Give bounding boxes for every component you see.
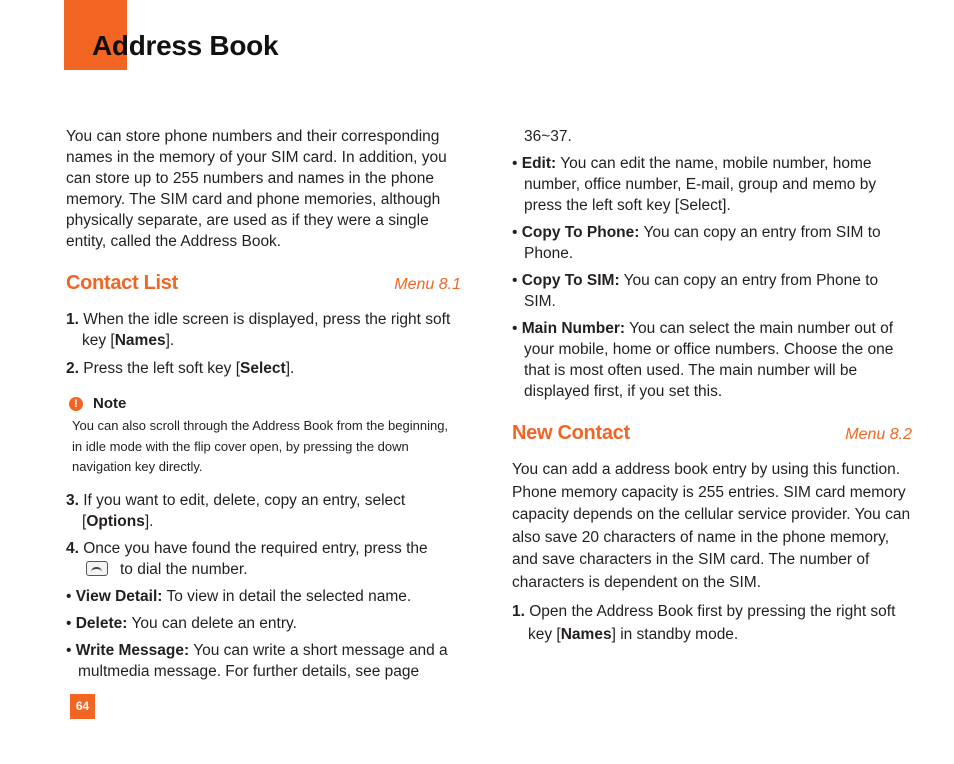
bullet-text: You can delete an entry. [131,614,297,632]
bullet-text: You can copy an entry from SIM to Phone. [524,224,881,262]
contact-list-step-3 [66,490,461,532]
page-number: 64 [70,694,95,719]
bullet-main-number: • Main Number: You can select the main number out of your mobile, home or office numbers. Choose the one that is most often used. The main number will be displayed first, if you set this. [512,320,894,400]
step-number: 1. [66,311,79,328]
contact-list-step-2 [66,358,461,379]
soft-key-label: Select [240,360,286,377]
step-text: Open the Address Book first by pressing the right soft key [ [528,603,896,643]
step-text-end: ]. [144,512,154,530]
bullet-term: Write Message: [75,641,190,659]
contact-list-header [66,273,461,295]
soft-key-label: Names [560,625,612,643]
new-contact-menu-ref: Menu 8.2 [845,426,912,443]
bullet-text: You can select the main number out of your mobile, home or office numbers. Choose the one that is most often used. The main number will be displayed first, if you set this. [524,320,894,400]
continued-page-ref: 36~37. [524,128,572,145]
contact-list-step-1 [66,309,461,351]
contact-list-title: Contact List [66,272,178,294]
step-text-end: ]. [165,332,175,349]
bullet-text: You can write a short message and a multmedia message. For further details, see page [78,641,448,680]
bullet-copy-to-sim: • Copy To SIM: You can copy an entry from Phone to SIM. [512,272,879,310]
step-text: Press the left soft key [ [83,360,241,377]
note-label: Note [93,395,127,412]
new-contact-title: New Contact [512,422,630,444]
step-text: When the idle screen is displayed, press the right soft key [ [82,311,451,349]
contact-list-step-4 [66,538,461,580]
new-contact-body: You can add a address book entry by using this function. Phone memory capacity is 255 entries. SIM card memory capacity depends on the cellular service provider. You can also save 20 characters of name in the phone memory, and save characters in the SIM card. The number of characters is dependent on the SIM. [512,461,911,591]
bullet-text: You can edit the name, mobile number, home number, office number, E-mail, group and memo by press the left soft key [Select]. [524,155,877,214]
bullet-text: To view in detail the selected name. [166,587,412,605]
step-text: If you want to edit, delete, copy an entry, select [ [82,491,406,530]
step-text: Once you have found the required entry, press the [83,539,428,557]
page-title: Address Book [92,30,279,61]
new-contact-header [512,423,912,445]
new-contact-step-1 [512,601,912,646]
bullet-term: Copy To Phone: [521,224,640,241]
step-text-end: ]. [285,360,295,377]
bullet-delete: • Delete: You can delete an entry. [66,614,297,632]
exclamation-icon: ! [69,397,83,411]
bullet-term: View Detail: [75,587,163,605]
bullet-term: Main Number: [521,320,626,337]
note-header [69,393,461,414]
bullet-edit: • Edit: You can edit the name, mobile number, home number, office number, E-mail, group and memo by press the left soft key [Select]. [512,155,877,214]
step-text-end: to dial the number. [120,560,248,578]
contact-list-menu-ref: Menu 8.1 [394,276,461,293]
note-box [66,393,461,478]
soft-key-label: Options [86,512,145,530]
step-number: 2. [66,360,79,377]
bullet-copy-to-phone: • Copy To Phone: You can copy an entry from SIM to Phone. [512,224,881,262]
note-text: You can also scroll through the Address Book from the beginning, in idle mode with the flip cover open, by pressing the down navigation key directly. [72,418,449,474]
bullet-view-detail: • View Detail: To view in detail the selected name. [66,587,412,605]
bullet-write-message: • Write Message: You can write a short message and a multmedia message. For further details, see page [66,641,448,680]
bullet-term: Copy To SIM: [521,272,620,289]
left-column [66,126,461,682]
bullet-term: Delete: [75,614,128,632]
step-number: 3. [66,491,79,509]
step-number: 1. [512,603,525,620]
bullet-term: Edit: [521,155,557,172]
step-text-end: ] in standby mode. [611,625,739,643]
soft-key-label: Names [114,332,166,349]
step-number: 4. [66,539,79,557]
intro-paragraph: You can store phone numbers and their corresponding names in the memory of your SIM card. In addition, you can store up to 255 numbers and names in the phone memory. The SIM card and phone memories, although physically separate, are used as if they were a single entity, called the Address Book. [66,128,447,250]
right-column [512,126,912,646]
bullet-text: You can copy an entry from Phone to SIM. [524,272,879,310]
send-key-icon [86,561,108,576]
